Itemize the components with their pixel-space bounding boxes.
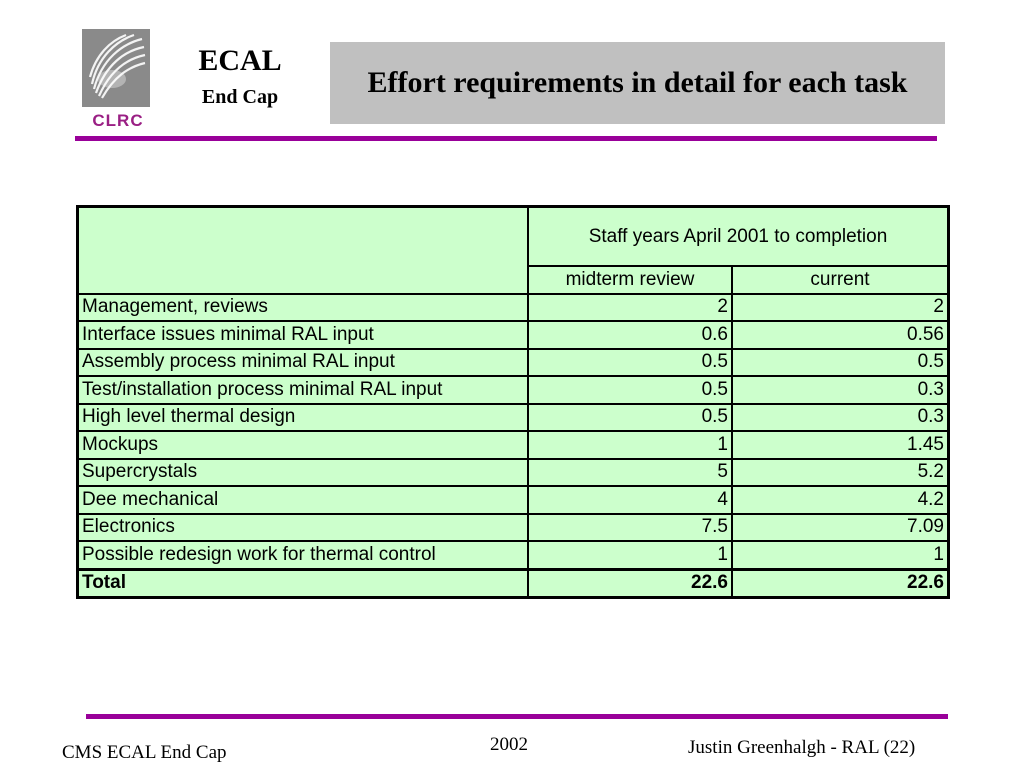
row-midterm-value: 0.5 — [528, 349, 732, 377]
table-row — [78, 514, 949, 542]
row-label: Management, reviews — [78, 294, 529, 322]
row-midterm-value: 0.6 — [528, 321, 732, 349]
ecal-subtitle: End Cap — [201, 86, 279, 108]
column-header-midterm: midterm review — [528, 266, 732, 294]
row-current-value: 0.5 — [732, 349, 949, 377]
row-label: Possible redesign work for thermal control — [78, 541, 529, 569]
row-label: Mockups — [78, 431, 529, 459]
row-midterm-value: 2 — [528, 294, 732, 322]
row-midterm-value: 1 — [528, 541, 732, 569]
row-label: Dee mechanical — [78, 486, 529, 514]
page-title — [330, 42, 945, 124]
row-label: Supercrystals — [78, 459, 529, 487]
footer-author: Justin Greenhalgh - RAL (22) — [688, 737, 916, 758]
footer-left: CMS ECAL End Cap — [62, 742, 227, 763]
table-body — [78, 294, 949, 570]
column-header-current: current — [732, 266, 949, 294]
bottom-divider — [86, 714, 948, 719]
row-current-value: 2 — [732, 294, 949, 322]
table-row — [78, 431, 949, 459]
table-row — [78, 321, 949, 349]
table-row — [78, 294, 949, 322]
swirl-icon — [82, 29, 150, 107]
row-label: Test/installation process minimal RAL input — [78, 376, 529, 404]
footer-year: 2002 — [490, 734, 528, 755]
row-midterm-value: 0.5 — [528, 376, 732, 404]
row-current-value: 0.56 — [732, 321, 949, 349]
empty-header-cell — [78, 207, 529, 294]
table-row — [78, 459, 949, 487]
total-label: Total — [78, 569, 529, 598]
row-label: Interface issues minimal RAL input — [78, 321, 529, 349]
total-current: 22.6 — [732, 569, 949, 598]
logo-text: CLRC — [92, 111, 144, 130]
total-midterm: 22.6 — [528, 569, 732, 598]
row-current-value: 7.09 — [732, 514, 949, 542]
row-midterm-value: 7.5 — [528, 514, 732, 542]
top-divider — [75, 136, 937, 141]
row-current-value: 5.2 — [732, 459, 949, 487]
logo-emblem — [82, 29, 150, 107]
clrc-logo — [72, 27, 164, 135]
row-midterm-value: 1 — [528, 431, 732, 459]
row-current-value: 1 — [732, 541, 949, 569]
row-label: Electronics — [78, 514, 529, 542]
row-midterm-value: 5 — [528, 459, 732, 487]
row-midterm-value: 4 — [528, 486, 732, 514]
row-label: High level thermal design — [78, 404, 529, 432]
row-current-value: 1.45 — [732, 431, 949, 459]
total-row — [78, 569, 949, 598]
page-title-text: Effort requirements in detail for each task — [367, 66, 908, 99]
row-label: Assembly process minimal RAL input — [78, 349, 529, 377]
effort-table-wrap — [76, 205, 950, 599]
table-row — [78, 376, 949, 404]
ecal-title: ECAL — [198, 44, 282, 77]
row-current-value: 0.3 — [732, 404, 949, 432]
group-header: Staff years April 2001 to completion — [528, 207, 949, 267]
row-current-value: 0.3 — [732, 376, 949, 404]
effort-table — [76, 205, 950, 599]
row-midterm-value: 0.5 — [528, 404, 732, 432]
table-row — [78, 541, 949, 569]
row-current-value: 4.2 — [732, 486, 949, 514]
table-row — [78, 349, 949, 377]
table-row — [78, 404, 949, 432]
table-header-row — [78, 207, 949, 267]
table-row — [78, 486, 949, 514]
